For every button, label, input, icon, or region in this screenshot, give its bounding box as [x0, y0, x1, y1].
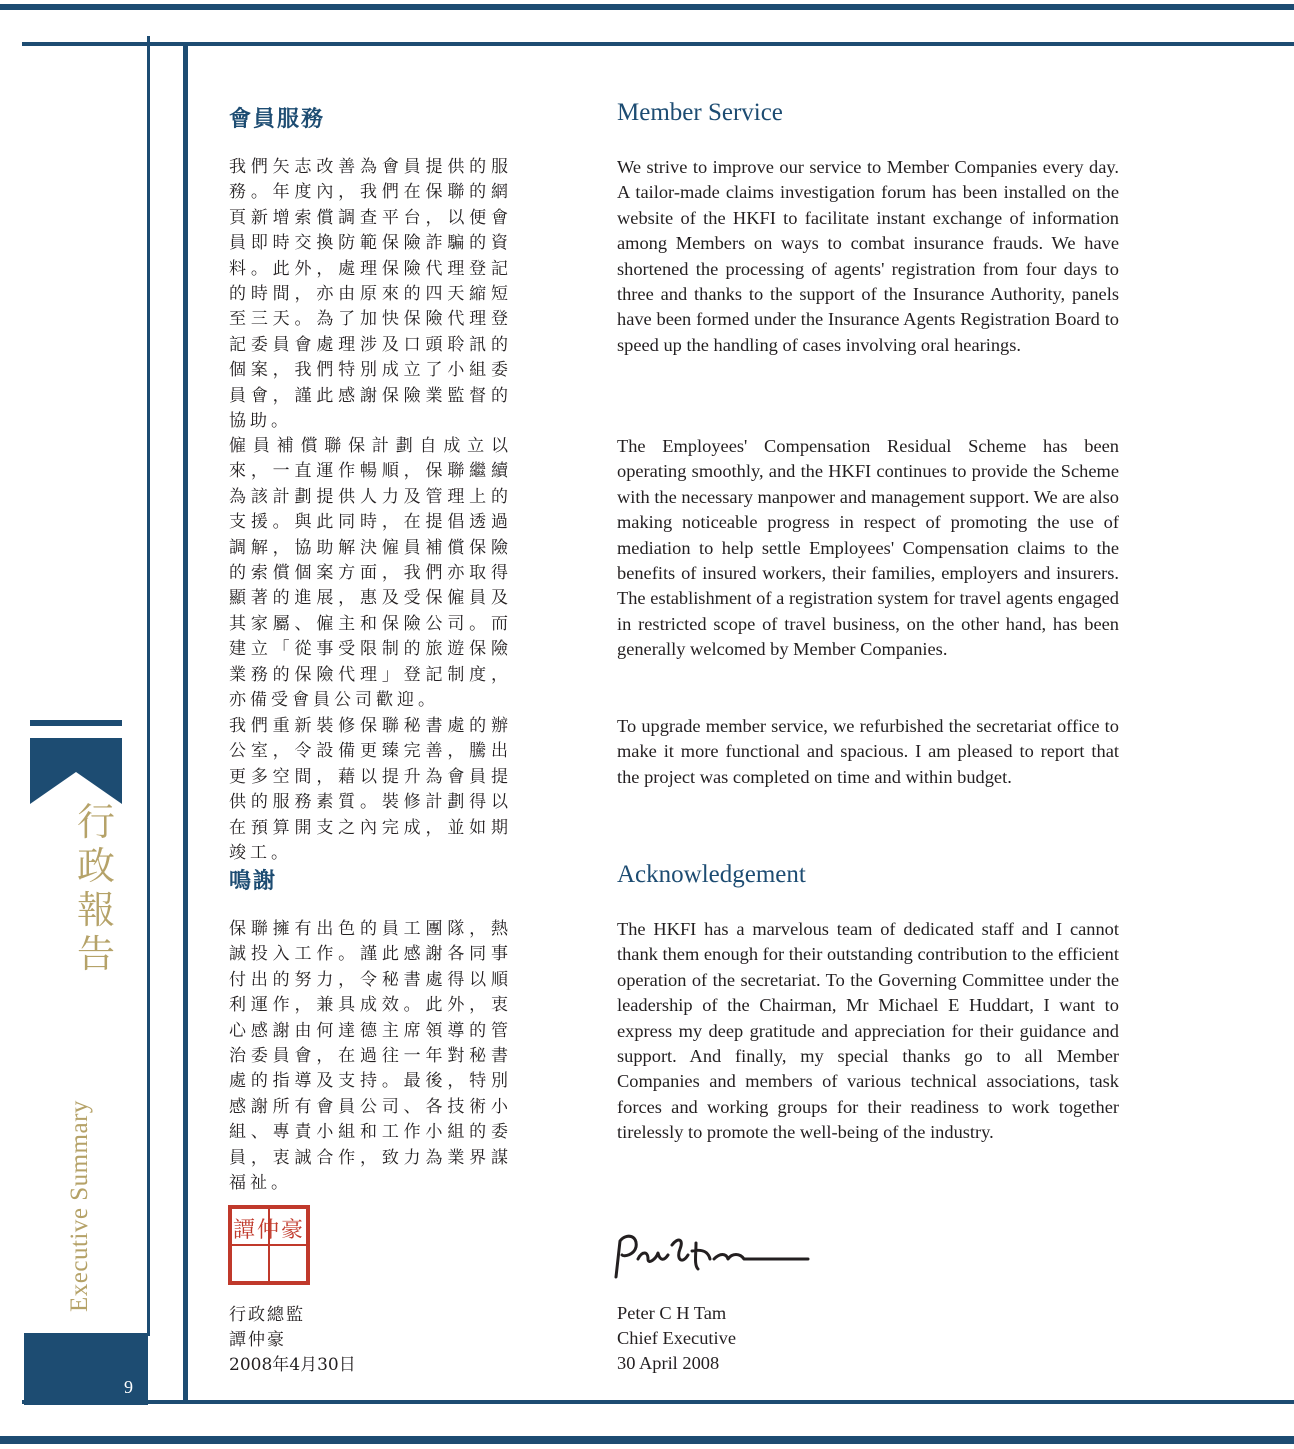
en-paragraph-2: The Employees' Compensation Residual Scheme has been operating smoothly, and the HKFI continues to provide the Scheme with the necessary manpower and management support. We are also making noticeable progress in respect of promoting the use of mediation to help settle Employees' Compensation claims to the benefits of insured workers, their families, employers and insurers. The establishment of a registration system for travel agents engaged in restricted scope of travel business, on the other hand, has been generally welcomed by Member Companies. — [617, 436, 1119, 660]
en-paragraph-4: The HKFI has a marvelous team of dedicated staff and I cannot thank them enough for their outstanding contribution to the efficient operation of the secretariat. To the Governing Committee under the leadership of the Chairman, Mr Michael E Huddart, I want to express my deep gratitude and appreciation for their guidance and support. And finally, my special thanks go to all Member Companies and members of various technical associations, task forces and working groups for their readiness to work together tirelessly to promote the well-being of the industry. — [617, 919, 1119, 1143]
zh-heading-acknowledgement: 鳴謝 — [229, 868, 278, 894]
bottom-border-rule — [0, 1436, 1294, 1444]
page-number: 9 — [124, 1377, 133, 1397]
side-tab-chevron — [30, 720, 122, 804]
zh-signatory-title: 行政總監 — [229, 1305, 305, 1325]
side-char: 報 — [76, 888, 115, 932]
zh-paragraph-4: 保聯擁有出色的員工團隊，熱誠投入工作。謹此感謝各同事付出的努力，令秘書處得以順利運作，兼具成效。此外，衷心感謝由何達德主席領導的管治委員會，在過往一年對秘書處的指導及支持。最後，特別感謝所有會員公司、各技術小組、專責小組和工作小組的委員，衷誠合作，致力為業界謀福祉。 — [229, 919, 512, 1194]
side-char: 政 — [76, 844, 115, 888]
handwritten-signature — [612, 1225, 812, 1285]
side-title-chinese — [73, 800, 119, 976]
bottom-inner-rule — [22, 1400, 1294, 1404]
en-signatory-title: Chief Executive — [617, 1328, 736, 1348]
en-paragraph-3: To upgrade member service, we refurbished the secretariat office to make it more functional and spacious. I am pleased to report that the project was completed on time and within budget. — [617, 716, 1119, 787]
seal-stamp — [228, 1205, 310, 1285]
side-title-english: Executive Summary — [66, 1100, 93, 1312]
zh-signatory-date: 2008年4月30日 — [229, 1355, 356, 1375]
en-paragraph-1: We strive to improve our service to Member Companies every day. A tailor-made claims investigation forum has been installed on the website of the HKFI to facilitate instant exchange of information among Members on ways to combat insurance frauds. We have shortened the processing of agents' registration from four days to three and thanks to the support of the Insurance Authority, panels have been formed under the Insurance Agents Registration Board to speed up the handling of cases involving oral hearings. — [617, 157, 1119, 355]
seal-text: 譚仲豪 — [232, 1218, 305, 1243]
zh-paragraph-3: 我們重新裝修保聯秘書處的辦公室，令設備更臻完善，騰出更多空間，藉以提升為會員提供的服務素質。裝修計劃得以在預算開支之內完成，並如期竣工。 — [229, 716, 512, 864]
en-signatory-date: 30 April 2008 — [617, 1353, 720, 1373]
en-heading-acknowledgement: Acknowledgement — [617, 861, 806, 888]
left-thick-rule — [183, 46, 188, 1404]
top-inner-rule — [22, 42, 1294, 46]
side-char: 行 — [76, 800, 115, 844]
zh-paragraph-1: 我們矢志改善為會員提供的服務。年度內，我們在保聯的網頁新增索償調查平台，以便會員即時交換防範保險詐騙的資料。此外，處理保險代理登記的時間，亦由原來的四天縮短至三天。為了加快保險代理登記委員會處理涉及口頭聆訊的個案，我們特別成立了小組委員會，謹此感謝保險業監督的協助。 — [229, 157, 512, 432]
en-signatory-name: Peter C H Tam — [617, 1303, 727, 1323]
top-border-rule — [0, 4, 1294, 10]
left-thin-rule — [147, 36, 150, 1336]
en-heading-member-service: Member Service — [617, 99, 783, 126]
zh-heading-member-service: 會員服務 — [229, 106, 326, 132]
zh-paragraph-2: 僱員補償聯保計劃自成立以來，一直運作暢順，保聯繼續為該計劃提供人力及管理上的支援。與此同時，在提倡透過調解，協助解決僱員補償保險的索償個案方面，我們亦取得顯著的進展，惠及受保僱員及其家屬、僱主和保險公司。而建立「從事受限制的旅遊保險業務的保險代理」登記制度，亦備受會員公司歡迎。 — [229, 436, 512, 711]
zh-signatory-name: 譚仲豪 — [229, 1330, 286, 1350]
side-char: 告 — [76, 932, 115, 976]
